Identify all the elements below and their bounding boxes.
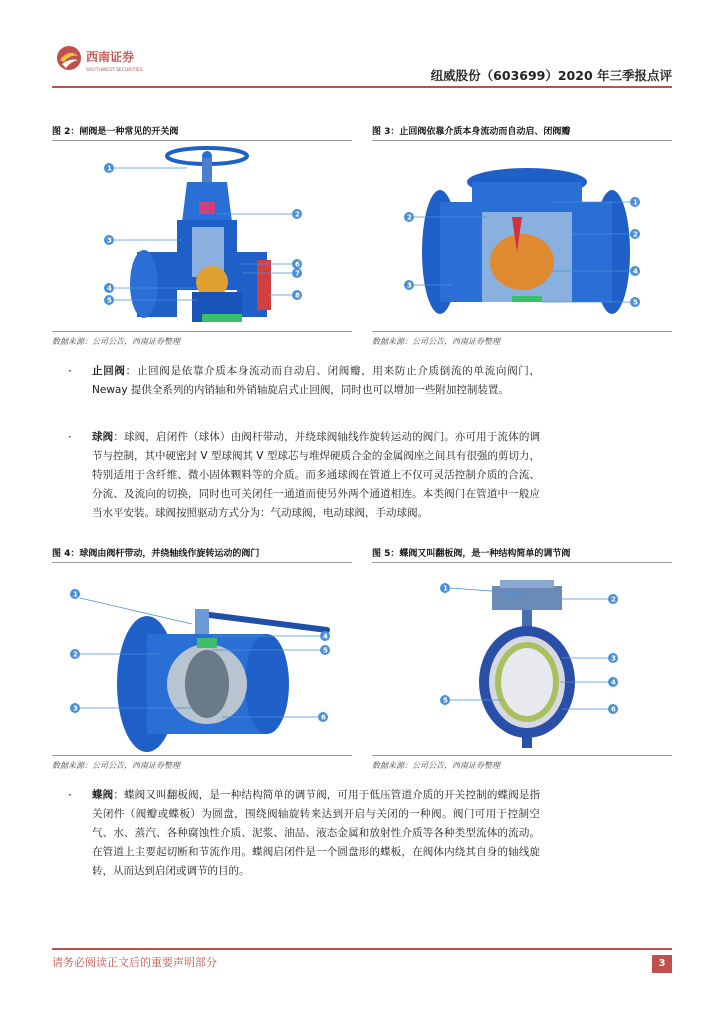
header-divider (52, 86, 672, 88)
svg-text:6: 6 (611, 705, 616, 714)
svg-text:4: 4 (633, 267, 638, 276)
svg-text:5: 5 (323, 646, 328, 655)
bullet-marker: · (68, 788, 72, 802)
svg-text:5: 5 (107, 296, 112, 305)
bullet-check-valve (70, 362, 540, 400)
butterfly-valve-image (372, 564, 672, 754)
ball-valve-image (52, 564, 352, 754)
bullet-marker: · (68, 430, 72, 444)
fig5-source: 数据来源：公司公告，西南证券整理 (372, 761, 500, 770)
fig2-caption: 图 2：闸阀是一种常见的开关阀 (52, 127, 179, 137)
logo-text-en: SOUTHWEST SECURITIES (86, 68, 143, 73)
svg-text:3: 3 (107, 236, 112, 245)
bullet-body: ：止回阀是依靠介质本身流动而自动启、闭阀瓣，用来防止介质倒流的单流向阀门，Neway 提供全系列的内销轴和外销轴旋启式止回阀，同时也可以增加一些附加控制装置。 (92, 365, 541, 396)
fig2-bottom-rule (52, 331, 352, 332)
svg-text:3: 3 (73, 704, 78, 713)
svg-text:4: 4 (611, 678, 616, 687)
svg-text:5: 5 (443, 696, 448, 705)
fig2-top-rule (52, 140, 352, 141)
svg-text:2: 2 (611, 595, 616, 604)
svg-text:4: 4 (107, 284, 112, 293)
bullet-body: ：球阀，启闭件（球体）由阀杆带动，并绕球阀轴线作旋转运动的阀门。亦可用于流体的调节与控制，其中硬密封 V 型球阀其 V 型球芯与堆焊硬质合金的金属阀座之间具有很强的剪切力，特别适用于含纤维、微小固体颗料等的介质。而多通球阀在管道上不仅可灵活控制介质的合流、分流、及流向的切换，同时也可关闭任一通道而使另外两个通道相连。本类阀门在管道中一般应当水平安装。球阀按照驱动方式分为：气动球阀，电动球阀，手动球阀。 (92, 431, 541, 519)
svg-text:5: 5 (633, 298, 638, 307)
report-title: 纽威股份（603699）2020 年三季报点评 (430, 68, 672, 83)
bullet-term: 蝶阀 (92, 789, 114, 801)
disclaimer-note: 请务必阅读正文后的重要声明部分 (52, 956, 217, 969)
fig4-top-rule (52, 562, 352, 563)
svg-text:2: 2 (407, 213, 412, 222)
svg-text:6: 6 (321, 713, 326, 722)
footer-divider (52, 948, 672, 950)
fig5-bottom-rule (372, 755, 672, 756)
logo-text-cn: 西南证券 (86, 50, 135, 64)
svg-text:1: 1 (443, 584, 448, 593)
svg-text:7: 7 (295, 269, 300, 278)
bullet-term: 球阀 (92, 431, 114, 443)
svg-text:4: 4 (323, 632, 328, 641)
svg-text:2: 2 (295, 210, 300, 219)
svg-text:2: 2 (73, 650, 78, 659)
fig4-bottom-rule (52, 755, 352, 756)
fig4-caption: 图 4：球阀由阀杆带动，并绕轴线作旋转运动的阀门 (52, 549, 260, 559)
page-number: 3 (652, 955, 672, 973)
svg-text:3: 3 (611, 654, 616, 663)
company-logo (56, 44, 166, 74)
svg-text:1: 1 (73, 590, 78, 599)
svg-text:3: 3 (407, 281, 412, 290)
bullet-butterfly-valve (70, 786, 540, 881)
fig5-caption: 图 5：蝶阀又叫翻板阀，是一种结构简单的调节阀 (372, 549, 571, 559)
fig5-top-rule (372, 562, 672, 563)
svg-text:8: 8 (295, 291, 300, 300)
bullet-marker: · (68, 364, 72, 378)
fig3-bottom-rule (372, 331, 672, 332)
check-valve-image (372, 142, 672, 330)
fig3-caption: 图 3：止回阀依靠介质本身流动而自动启、闭阀瓣 (372, 127, 571, 137)
fig3-top-rule (372, 140, 672, 141)
fig4-source: 数据来源：公司公告，西南证券整理 (52, 761, 180, 770)
gate-valve-image (52, 142, 352, 330)
bullet-ball-valve (70, 428, 540, 523)
svg-text:1: 1 (107, 164, 112, 173)
fig3-source: 数据来源：公司公告，西南证券整理 (372, 337, 500, 346)
bullet-body: ：蝶阀又叫翻板阀，是一种结构简单的调节阀，可用于低压管道介质的开关控制的蝶阀是指关闭件（阀瓣或蝶板）为圆盘，围绕阀轴旋转来达到开启与关闭的一种阀。阀门可用于控制空气、水、蒸汽、各种腐蚀性介质、泥浆、油品、液态金属和放射性介质等各种类型流体的流动。在管道上主要起切断和节流作用。蝶阀启闭件是一个圆盘形的蝶板，在阀体内绕其自身的轴线旋转，从而达到启闭或调节的目的。 (92, 789, 541, 877)
svg-text:2: 2 (633, 230, 638, 239)
bullet-term: 止回阀 (92, 365, 126, 377)
fig2-source: 数据来源：公司公告，西南证券整理 (52, 337, 180, 346)
svg-text:6: 6 (295, 260, 300, 269)
svg-text:1: 1 (633, 198, 638, 207)
